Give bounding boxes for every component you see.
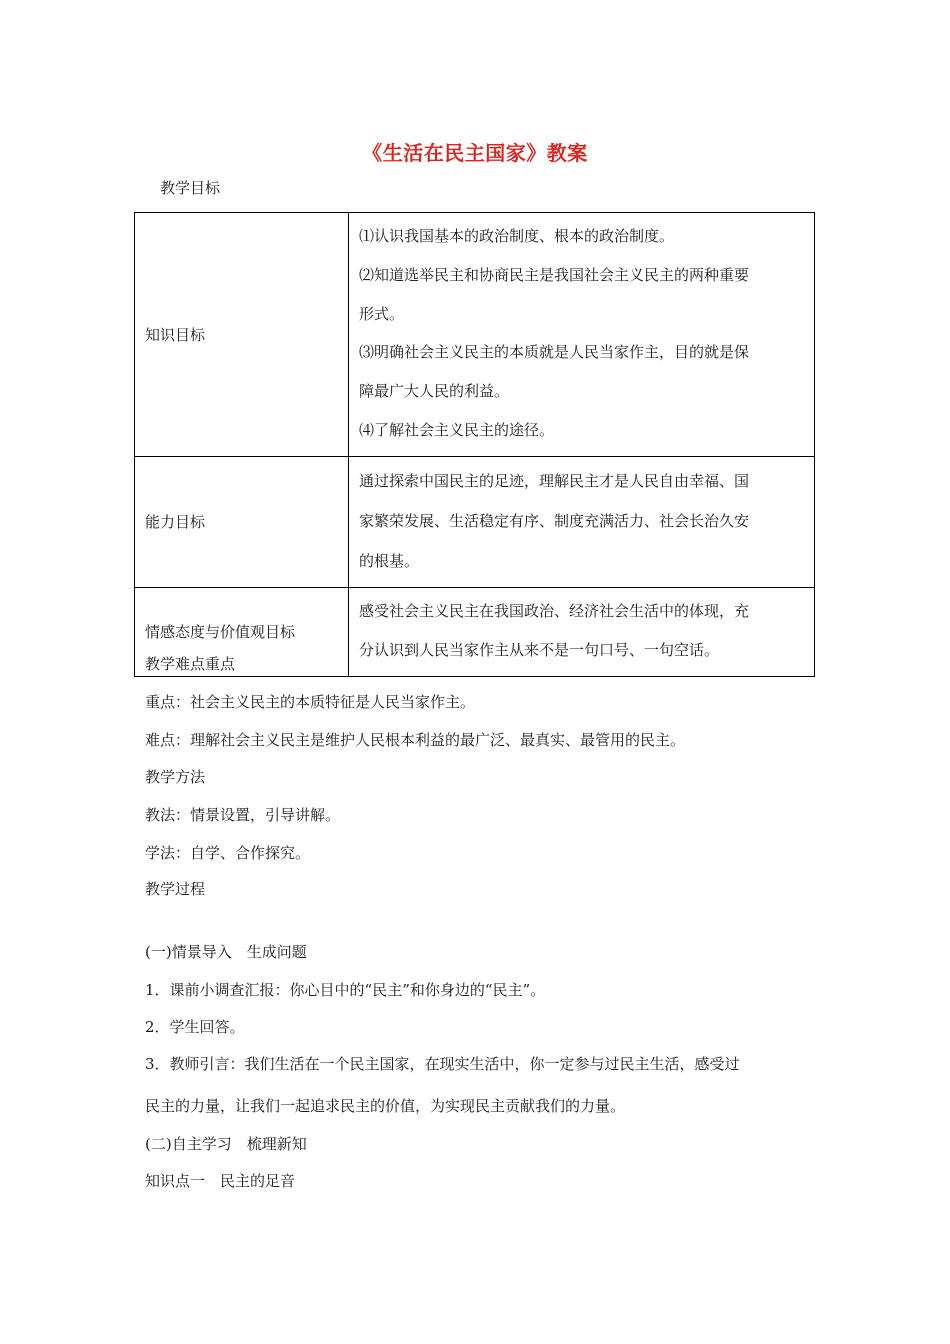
teaching-methods-heading: 教学方法 xyxy=(145,768,206,786)
process-step-2: 2．学生回答。 xyxy=(145,1018,245,1036)
knowledge-goal-line: 障最广大人民的利益。 xyxy=(359,382,510,401)
process-step-3: 3．教师引言：我们生活在一个民主国家，在现实生活中，你一定参与过民主生活，感受过 xyxy=(145,1055,740,1073)
knowledge-goal-line: ⑷了解社会主义民主的途径。 xyxy=(359,420,555,439)
ability-goal-label: 能力目标 xyxy=(135,456,349,587)
knowledge-goal-label: 知识目标 xyxy=(135,213,349,457)
table-row-emotion xyxy=(135,587,815,676)
teaching-goals-heading: 教学目标 xyxy=(160,179,221,197)
emotion-goal-label: 情感态度与价值观目标 xyxy=(135,587,349,676)
document-title: 《生活在民主国家》教案 xyxy=(362,141,588,165)
emotion-goal-line: 分认识到人民当家作主从来不是一句口号、一句空话。 xyxy=(359,640,720,659)
ability-goal-line: 通过探索中国民主的足迹，理解民主才是人民自由幸福、国 xyxy=(359,471,750,490)
difficulty-key-heading: 教学难点重点 xyxy=(145,655,236,673)
process-step-3-continued: 民主的力量，让我们一起追求民主的价值，为实现民主贡献我们的力量。 xyxy=(145,1097,626,1115)
ability-goal-line: 的根基。 xyxy=(359,551,420,570)
teaching-process-heading: 教学过程 xyxy=(145,880,206,898)
learning-method-text: 学法：自学、合作探究。 xyxy=(145,844,311,862)
knowledge-point-heading: 知识点一 民主的足音 xyxy=(145,1172,296,1190)
ability-goal-line: 家繁荣发展、生活稳定有序、制度充满活力、社会长治久安 xyxy=(359,511,750,530)
key-point-text: 重点：社会主义民主的本质特征是人民当家作主。 xyxy=(145,693,476,711)
knowledge-goal-line: ⑴认识我国基本的政治制度、根本的政治制度。 xyxy=(359,227,675,245)
difficult-point-text: 难点：理解社会主义民主是维护人民根本利益的最广泛、最真实、最管用的民主。 xyxy=(145,731,686,749)
table-row-ability xyxy=(135,456,815,587)
knowledge-goal-content xyxy=(349,213,815,457)
knowledge-goal-line: 形式。 xyxy=(359,304,405,323)
knowledge-goal-line: ⑵知道选举民主和协商民主是我国社会主义民主的两种重要 xyxy=(359,265,750,284)
table-row-knowledge xyxy=(135,213,815,457)
section-heading-intro: (一)情景导入 生成问题 xyxy=(145,943,307,961)
process-step-1: 1．课前小调查汇报：你心目中的“民主”和你身边的“民主”。 xyxy=(145,981,546,999)
emotion-goal-line: 感受社会主义民主在我国政治、经济社会生活中的体现，充 xyxy=(359,601,750,620)
teaching-goals-table xyxy=(134,212,815,677)
teaching-method-text: 教法：情景设置，引导讲解。 xyxy=(145,806,341,824)
emotion-goal-content xyxy=(349,587,815,676)
ability-goal-content xyxy=(349,456,815,587)
section-heading-self-study: (二)自主学习 梳理新知 xyxy=(145,1135,307,1153)
knowledge-goal-line: ⑶明确社会主义民主的本质就是人民当家作主，目的就是保 xyxy=(359,343,750,362)
